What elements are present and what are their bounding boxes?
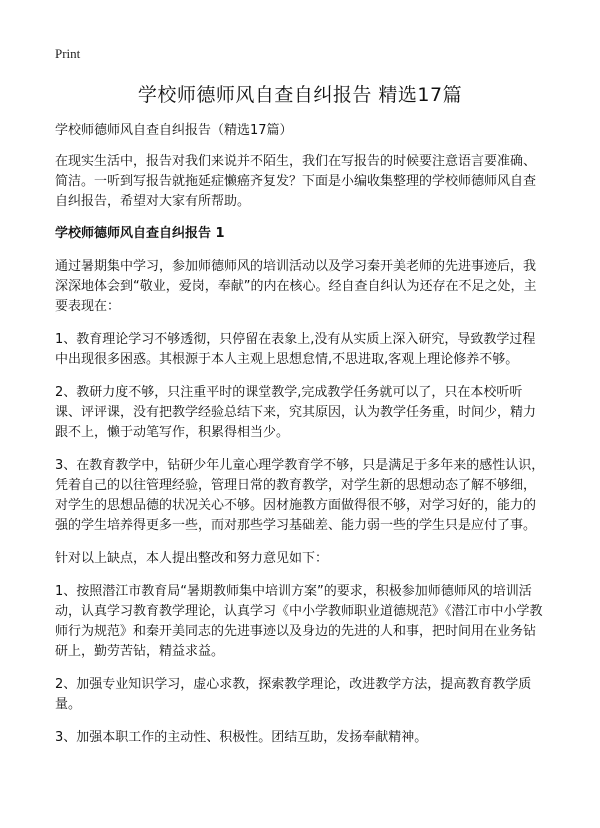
body-paragraph: 2、加强专业知识学习，虚心求教，探索教学理论，改进教学方法，提高教育教学质量。 <box>55 677 532 712</box>
document-body <box>55 152 547 760</box>
section-heading: 学校师德师风自查自纠报告 1 <box>55 226 225 241</box>
body-paragraph: 3、加强本职工作的主动性、积极性。团结互助，发扬奉献精神。 <box>55 730 428 745</box>
subtitle: 学校师德师风自查自纠报告（精选17篇） <box>55 123 293 138</box>
body-paragraph: 通过暑期集中学习，参加师德师风的培训活动以及学习秦开美老师的先进事迹后，我深深地体会到“敬业，爱岗，奉献”的内在核心。经自查自纠认为还存在不足之处，主要表现在： <box>55 259 537 314</box>
intro-paragraph: 在现实生活中，报告对我们来说并不陌生，我们在写报告的时候要注意语言要准确、简洁。一听到写报告就拖延症懒癌齐复发？下面是小编收集整理的学校师德师风自查自纠报告，希望对大家有所帮助。 <box>55 154 537 209</box>
body-paragraph: 1、教育理论学习不够透彻，只停留在表象上,没有从实质上深入研究，导致教学过程中出现很多困惑。其根源于本人主观上思想怠情,不思进取,客观上理论修养不够。 <box>55 332 536 367</box>
print-link[interactable]: Print <box>55 46 81 61</box>
body-paragraph: 2、教研力度不够，只注重平时的课堂教学,完成教学任务就可以了，只在本校听听课、评评课，没有把教学经验总结下来，究其原因，认为教学任务重，时间少，精力跟不上，懒于动笔写作，积累得相当少。 <box>55 385 537 440</box>
body-paragraph: 3、在教育教学中，钻研少年儿童心理学教育学不够，只是满足于多年来的感性认识，凭着自己的以往管理经验，管理日常的教育教学，对学生新的思想动态了解不够细，对学生的思想品德的状况关心不够。因材施教方面做得很不够，对学习好的，能力的 强的学生培养得更多一些，而对那些学习基础差、能力弱一些的学生只是应付了事。 <box>55 458 545 533</box>
page-title: 学校师德师风自查自纠报告 精选17篇 <box>137 84 463 106</box>
body-paragraph: 1、按照潜江市教育局“暑期教师集中培训方案”的要求，积极参加师德师风的培训活动，认真学习教育教学理论，认真学习《中小学教师职业道德规范》《潜江市中小学教师行为规范》和秦开美同志的先进事迹以及身边的先进的人和事，把时间用在业务钻研上，勤劳苦钻，精益求益。 <box>55 584 543 659</box>
body-paragraph: 针对以上缺点，本人提出整改和努力意见如下： <box>55 551 329 566</box>
